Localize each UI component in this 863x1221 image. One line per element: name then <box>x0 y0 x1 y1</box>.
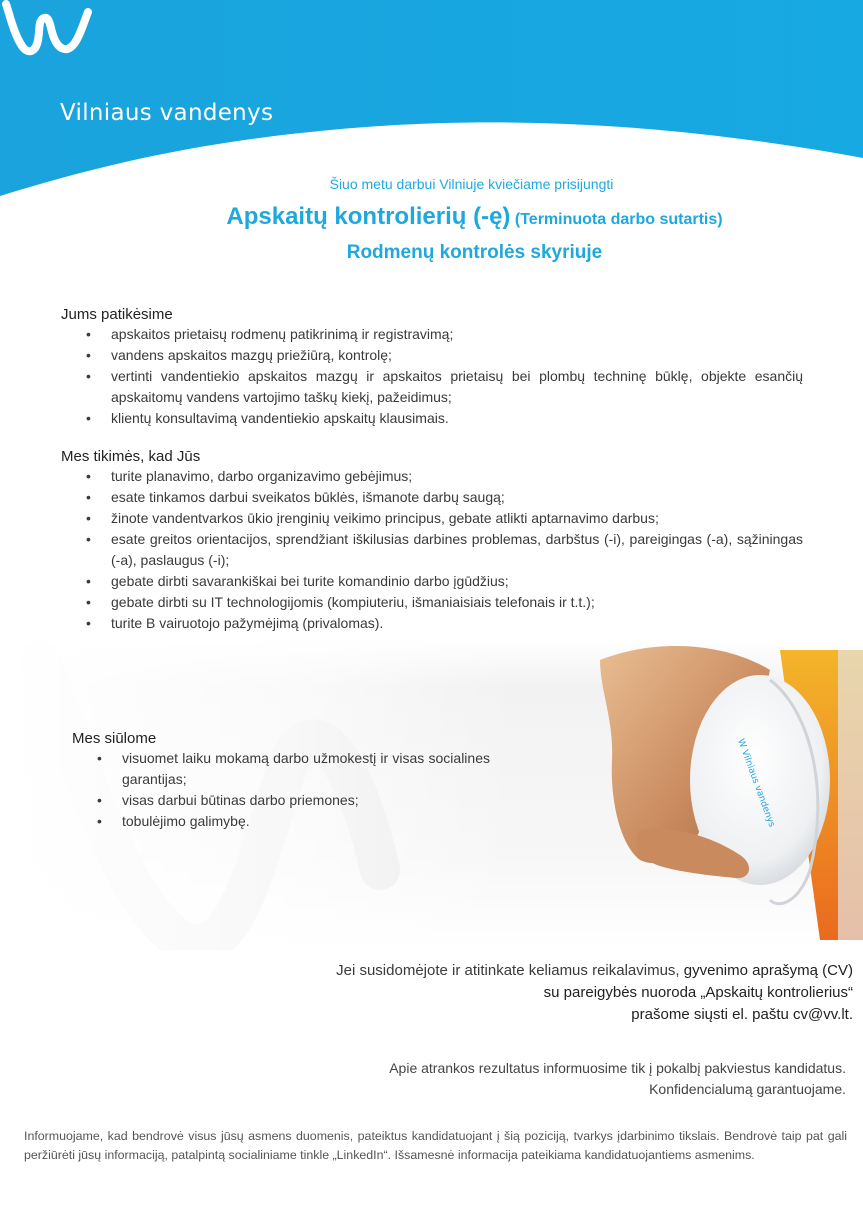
list-item: • turite B vairuotojo pažymėjimą (privalomas). <box>61 613 803 634</box>
list-item: • esate tinkamos darbui sveikatos būklės, išmanote darbų saugą; <box>61 487 803 508</box>
bullet-icon: • <box>86 489 91 505</box>
list-item: • visas darbui būtinas darbo priemones; <box>72 790 490 811</box>
responsibilities-list <box>61 324 803 429</box>
bullet-icon: • <box>86 326 91 342</box>
bullet-icon: • <box>86 368 91 384</box>
contact-line-1: Jei susidomėjote ir atitinkate keliamus reikalavimus, gyvenimo aprašymą (CV) <box>336 962 853 979</box>
list-item: • žinote vandentvarkos ūkio įrenginių veikimo principus, gebate atlikti aptarnavimo darbus; <box>61 508 803 529</box>
list-item: • esate greitos orientacijos, sprendžiant iškilusias darbines problemas, darbštus (-i), pareigingas (-a), sąžiningas (-a), paslaugus (-i); <box>86 531 803 568</box>
offer-list <box>72 748 490 832</box>
section-heading: Mes tikimės, kad Jūs <box>61 448 201 465</box>
section-heading: Mes siūlome <box>72 730 157 747</box>
notice-line-1: Apie atrankos rezultatus informuosime tik į pokalbį pakviestus kandidatus. <box>389 1060 846 1076</box>
brand-name: Vilniaus vandenys <box>60 100 274 126</box>
list-item: • visuomet laiku mokamą darbo užmokestį ir visas socialines garantijas; <box>97 750 490 787</box>
bullet-icon: • <box>86 531 91 547</box>
selection-notice <box>246 1058 846 1100</box>
department: Rodmenų kontrolės skyriuje <box>346 242 603 263</box>
bullet-icon: • <box>86 573 91 589</box>
bullet-icon: • <box>97 813 102 829</box>
bullet-icon: • <box>86 468 91 484</box>
list-item: • klientų konsultavimą vandentiekio apskaitų klausimais. <box>61 408 803 429</box>
intro-lead: Šiuo metu darbui Vilniuje kviečiame prisijungti <box>329 176 614 192</box>
cv-emphasis: gyvenimo aprašymą (CV) <box>683 962 853 979</box>
job-title-row <box>0 203 863 231</box>
bullet-icon: • <box>86 347 91 363</box>
bullet-icon: • <box>86 615 91 631</box>
list-item: • vertinti vandentiekio apskaitos mazgų ir apskaitos prietaisų bei plombų techninę būklę, objekte esančių apskaitomų vandens vartojimo taškų kiekį, pažeidimus; <box>86 368 803 405</box>
bullet-icon: • <box>86 410 91 426</box>
requirements-list <box>61 466 803 634</box>
header-banner <box>0 0 863 200</box>
bullet-icon: • <box>97 792 102 808</box>
section-heading: Jums patikėsime <box>61 306 173 323</box>
requirements-section <box>61 448 803 634</box>
list-item: • turite planavimo, darbo organizavimo gebėjimus; <box>61 466 803 487</box>
list-item: • gebate dirbti savarankiškai bei turite komandinio darbo įgūdžius; <box>61 571 803 592</box>
vv-wave-logo-icon <box>0 0 92 58</box>
bullet-icon: • <box>86 594 91 610</box>
contact-info <box>253 960 853 1026</box>
list-item: • gebate dirbti su IT technologijomis (kompiuteriu, išmaniaisiais telefonais ir t.t.); <box>61 592 803 613</box>
notice-line-2: Konfidencialumą garantuojame. <box>649 1081 846 1097</box>
list-item: • tobulėjimo galimybę. <box>72 811 490 832</box>
contact-email-line[interactable]: prašome siųsti el. paštu cv@vv.lt. <box>631 1006 853 1023</box>
job-title: Apskaitų kontrolierių (-ę) <box>226 203 511 230</box>
offer-section <box>72 730 490 832</box>
list-item: • vandens apskaitos mazgų priežiūrą, kontrolę; <box>61 345 803 366</box>
list-item: • apskaitos prietaisų rodmenų patikrinimą ir registravimą; <box>61 324 803 345</box>
privacy-footer: Informuojame, kad bendrovė visus jūsų asmens duomenis, pateiktus kandidatuojant į šią poziciją, tvarkys įdarbinimo tikslais. Bendrovė taip pat gali peržiūrėti jūsų informaciją, patalpintą socialiniame tinkle „LinkedIn“. Išsamesnė informacija pateikiama kandidatuojantiems asmenims. <box>24 1129 847 1162</box>
contract-type: (Terminuota darbo sutartis) <box>514 211 723 228</box>
bullet-icon: • <box>86 510 91 526</box>
contact-line-2: su pareigybės nuoroda „Apskaitų kontrolierius“ <box>543 984 853 1001</box>
responsibilities-section <box>61 306 803 429</box>
bullet-icon: • <box>97 750 102 766</box>
